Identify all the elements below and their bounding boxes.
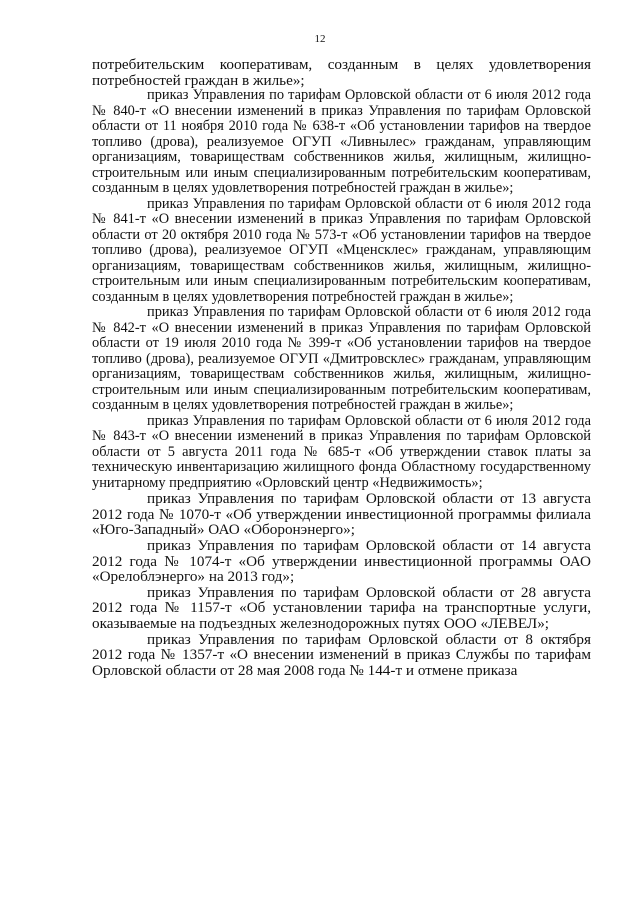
paragraph-order-1074: приказ Управления по тарифам Орловской области от 14 августа 2012 года № 1074-т «Об утверждении инвестиционной программы ОАО «Орелоблэнерго» на 2013 год»; (92, 536, 591, 586)
page-number: 12 (314, 33, 326, 45)
paragraph-order-1157: приказ Управления по тарифам Орловской области от 28 августа 2012 года № 1157-т «Об установлении тарифа на транспортные услуги, оказываемые на подъездных железнодорожных путях ООО «ЛЕВЕЛ»; (92, 583, 591, 632)
paragraph-order-840: приказ Управления по тарифам Орловской области от 6 июля 2012 года № 840-т «О внесении изменений в приказ Управления по тарифам Орловской области от 11 ноября 2010 года № 638-т «Об установлении тарифов на твердое топливо (дрова), реализуемое ОГУП «Ливнылес» гражданам, управляющим организациям, товариществам собственников жилья, жилищным, жилищно-строительным или иным специализированным потребительским кооперативам, созданным в целях удовлетворения потребностей граждан в жилье»; (92, 87, 591, 197)
paragraph-order-843: приказ Управления по тарифам Орловской области от 6 июля 2012 года № 843-т «О внесении изменений в приказ Управления по тарифам Орловской области от 5 августа 2011 года № 685-т «Об утверждении ставок платы за техническую инвентаризацию жилищного фонда Областному государственному унитарному предприятию «Орловский центр «Недвижимость»; (92, 412, 591, 491)
paragraph-order-1070: приказ Управления по тарифам Орловской области от 13 августа 2012 года № 1070-т «Об утверждении инвестиционной программы филиала «Юго-Западный» ОАО «Оборонэнерго»; (92, 490, 591, 539)
paragraph-order-1357: приказ Управления по тарифам Орловской области от 8 октября 2012 года № 1357-т «О внесении изменений в приказ Службы по тарифам Орловской области от 28 мая 2008 года № 144-т и отмене приказа (92, 630, 591, 679)
paragraph-order-842: приказ Управления по тарифам Орловской области от 6 июля 2012 года № 842-т «О внесении изменений в приказ Управления по тарифам Орловской области от 19 июля 2010 года № 399-т «Об установлении тарифов на твердое топливо (дрова), реализуемое ОГУП «Дмитровсклес» гражданам, управляющим организациям, товариществам собственников жилья, жилищным, жилищно-строительным или иным специализированным потребительским кооперативам, созданным в целях удовлетворения потребностей граждан в жилье»; (92, 304, 591, 414)
paragraph-continuation: потребительским кооперативам, созданным в целях удовлетворения потребностей граждан в жилье»; (92, 56, 591, 89)
document-body (92, 57, 591, 678)
paragraph-order-841: приказ Управления по тарифам Орловской области от 6 июля 2012 года № 841-т «О внесении изменений в приказ Управления по тарифам Орловской области от 20 октября 2010 года № 573-т «Об установлении тарифов на твердое топливо (дрова), реализуемое ОГУП «Мценсклес» гражданам, управляющим организациям, товариществам собственников жилья, жилищным, жилищно-строительным или иным специализированным потребительским кооперативам, созданным в целях удовлетворения потребностей граждан в жилье»; (92, 195, 591, 305)
